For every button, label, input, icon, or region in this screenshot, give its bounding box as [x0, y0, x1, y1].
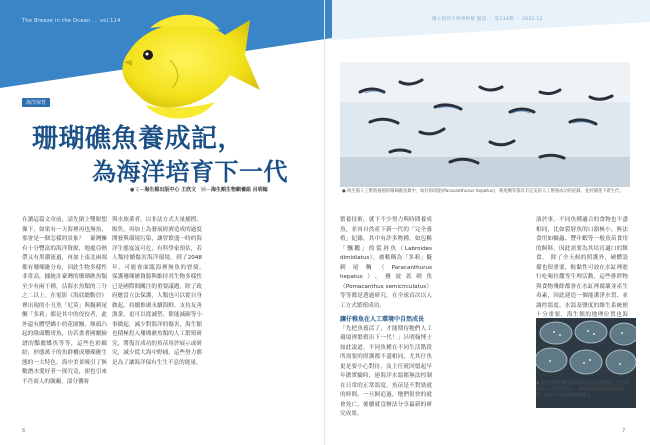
- fish-tank-photo: [340, 62, 630, 187]
- body-column-2: [112, 216, 208, 368]
- byline-author: 海生館出版中心 王欣文: [144, 187, 197, 193]
- category-tag: 海洋保育: [22, 98, 50, 107]
- yellow-tang-fish-image: [110, 10, 270, 130]
- body-column-1: [22, 216, 107, 387]
- body-text: 與水族業者，以非法方式大量捕撈、販售，再加上為發展經濟造成的過度開發與環境污染，讓曾繁盛一時的海洋生態岌岌可危，有科學家預估，若人類持續傷害海洋環境，到了2048年，可能會面臨海裡無魚的窘境。 保護珊瑚礁資源與維持其生物多樣性已是國際間關注的重要議題，除了政府應當立法保護，人類也可以從自身做起，持續推廣永續海鮮、支持友善漁業，更可以從減塑、節能減碳等小事做起，減少對海洋的傷害，海生館也積極投入珊瑚礁魚類的人工繁殖研究，將復育成功的魚苗用於展示或研究，減少從大海中野捕，這些努力都是為了讓海洋保有生生不息的能量。: [112, 217, 208, 366]
- body-text: 繁養技術，就下不少努力與時間養成魚，並再自然產下新一代的「完全養殖」紀錄，其中有許多物種，如包稱「飄鸝」的裂唇魚（Labroides dimidiatus）、被暱稱為「多莉」擬刺尾鯛（Paracanthurus hepatus）、疊波蓋刺魚（Pomacanthus semicirculatus）等等都是透過研究，在全球首次以人工方式繁殖成功。: [340, 217, 432, 309]
- article-byline: ●文—海生館出版中心 王欣文 圖—海生館生物馴養組 呂明翰: [130, 187, 268, 193]
- section-subheading: 讓仔稚魚在人工環境中自然成長: [340, 316, 425, 323]
- tubs-photo-caption: ● 海生館利用繁殖技術成功育成各種魚苗，這些魚苗在人工環境下成長，並持續提供研究與保育使用，減少從大海中捕捉的壓力。: [536, 380, 629, 397]
- page-number-right: 7: [622, 428, 626, 434]
- page-number-left: 6: [22, 428, 26, 434]
- article-title-line2: 為海洋培育下一代: [92, 157, 288, 186]
- body-column-4: [536, 216, 628, 330]
- body-text: 「先把魚養活了，才能期待牠們人工環境裡繁殖出下一代！」呂明翰博士如此說道。不同魚種在不同生活階段所需要的照護都不盡相同，尤其仔魚更是要小心對待，及主任就回憶起早年做實驗時，連海洋水溫都無法控制在日常的正常溫度，魚苗是不對勁就的時間，一旦飼追過，牠們很快的就會死亡，後續就沒辦法分享最新的研究成果。: [340, 325, 432, 417]
- byline-photographer: 海生館生物馴養組 呂明翰: [210, 187, 268, 193]
- body-column-3: [340, 216, 432, 420]
- byline-photo-label: 圖: [200, 187, 206, 193]
- body-text: 演於事。不同魚種適合的食物也不盡相同，比如裂唇魚的口器極小，無法食用如輪蟲、豐年蝦等一般魚苗食用的飼料，因此需要為其培育適口的餌食。 除了全天候的照護外，硬體設備也很重要，較黏性可放在水缸裡進行吃喝拉撒等生理活動，這些排泄物與食物殘餘都會在水缸裡腐壞並產生毒素，因此建造一個能潔淨水質、並調控溫度、水溫及鹽度的維生系統便十分重要，海生館的地理位置也海: [536, 217, 628, 318]
- article-title-line1: 珊瑚礁魚養成記，: [32, 124, 245, 154]
- body-text: 在讀這篇文章前，請先閉上雙眼想像下，如果有一天海裡再也無魚，那會是一個怎樣的景象？ 臺灣擁有十分豐富的海洋資源，地處亞熱帶又有黑潮流過，再加上南北兩端都有珊瑚礁分布，因此生物多樣性非常高，據統計臺灣的珊瑚礁魚類至少有兩千種，佔海水魚類的三分之二以上。在電影《海底總動員》裡出現的小丑魚「尼莫」與擬刺尾鯛「多莉」都是其中的佼佼者，此外還有體型嬌小的花園鰻、額頭凸起的隆頭鸚哥魚，彷若畫著國劇臉譜的豔麗蝶魚等等，這些色彩繽紛、形態萬千的魚群構成珊瑚礁生態的一大特色。海中美景吸引了無數潛水愛好者一探究竟，卻也引來不肖商人的覬覦，部分饕客: [22, 217, 107, 385]
- byline-author-label: 文: [134, 187, 140, 193]
- running-head-right: 國立海洋生物博物館 館訊 ・ 第114期 ・ 2022.12: [432, 17, 543, 22]
- tank-photo-caption: ● 海生館人工繁殖養殖的珊瑚礁魚類中，如紅海斑點(Paracanthurus hepatus)、刺尾鯛等都具有完美的人工繁殖成功的紀錄，並持續產下新生代。: [342, 189, 624, 194]
- running-head-left: The Breeze in the Ocean ... vol.114: [22, 18, 121, 24]
- page-gutter: [324, 0, 325, 445]
